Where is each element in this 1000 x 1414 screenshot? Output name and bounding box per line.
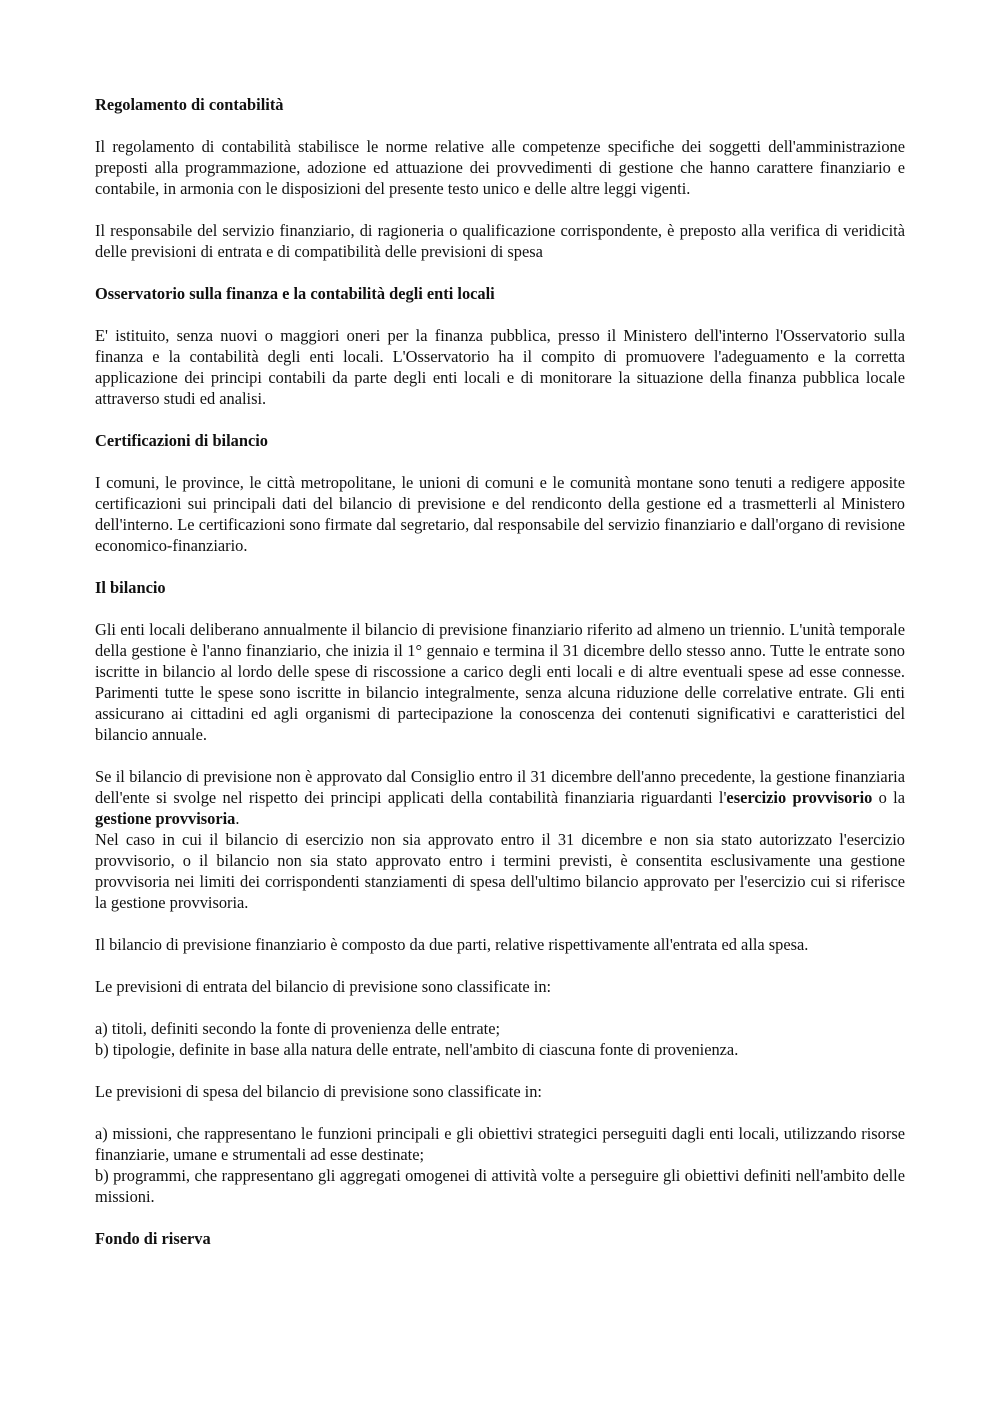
bilancio-paragraph-5: Le previsioni di entrata del bilancio di previsione sono classificate in: [95,977,552,996]
section-title-osservatorio: Osservatorio sulla finanza e la contabilità degli enti locali [95,284,495,303]
list-item: a) missioni, che rappresentano le funzioni principali e gli obiettivi strategici perseguiti dagli enti locali, utilizzando risorse finanziarie, umane e strumentali ad esse destinate; [95,1124,905,1164]
bilancio-paragraph-6: Le previsioni di spesa del bilancio di previsione sono classificate in: [95,1082,542,1101]
bilancio-paragraph-4: Il bilancio di previsione finanziario è composto da due parti, relative rispettivamente all'entrata ed alla spesa. [95,935,809,954]
bilancio-paragraph-3: Nel caso in cui il bilancio di esercizio non sia approvato entro il 31 dicembre e non sia stato autorizzato l'esercizio provvisorio, o il bilancio non sia stato approvato entro i termini previsti, è consentita esclusivamente una gestione provvisoria nei limiti dei corrispondenti stanziamenti di spesa dell'ultimo bilancio approvato per l'esercizio cui si riferisce la gestione provvisoria. [95,830,905,912]
section-title-fondo: Fondo di riserva [95,1229,211,1248]
section-title-certificazioni: Certificazioni di bilancio [95,431,268,450]
entrata-list [95,1018,905,1060]
list-item: a) titoli, definiti secondo la fonte di provenienza delle entrate; [95,1019,501,1038]
bilancio-p2-text-mid: o la [872,788,905,807]
certificazioni-paragraph-1: I comuni, le province, le città metropolitane, le unioni di comuni e le comunità montane sono tenuti a redigere apposite certificazioni sui principali dati del bilancio di previsione e del rendiconto della gestione ed a trasmetterli al Ministero dell'interno. Le certificazioni sono firmate dal segretario, dal responsabile del servizio finanziario e dall'organo di revisione economico-finanziario. [95,473,905,555]
regolamento-paragraph-2: Il responsabile del servizio finanziario, di ragioneria o qualificazione corrispondente, è preposto alla verifica di veridicità delle previsioni di entrata e di compatibilità delle previsioni di spesa [95,221,905,261]
bilancio-paragraph-2 [95,766,905,829]
bilancio-p2-text-start: Se il bilancio di previsione non è approvato dal Consiglio entro il 31 dicembre dell'anno precedente, la gestione finanziaria dell'ente si svolge nel rispetto dei principi applicati della contabilità finanziaria riguardanti l' [95,767,905,807]
list-item: b) tipologie, definite in base alla natura delle entrate, nell'ambito di ciascuna fonte di provenienza. [95,1040,739,1059]
section-title-bilancio: Il bilancio [95,578,166,597]
regolamento-paragraph-1: Il regolamento di contabilità stabilisce le norme relative alle competenze specifiche dei soggetti dell'amministrazione preposti alla programmazione, adozione ed attuazione dei provvedimenti di gestione che hanno carattere finanziario e contabile, in armonia con le disposizioni del presente testo unico e delle altre leggi vigenti. [95,137,905,198]
bold-esercizio-provvisorio: esercizio provvisorio [726,788,873,807]
section-title-regolamento: Regolamento di contabilità [95,95,284,114]
bold-gestione-provvisoria: gestione provvisoria [95,809,236,828]
osservatorio-paragraph-1: E' istituito, senza nuovi o maggiori oneri per la finanza pubblica, presso il Ministero dell'interno l'Osservatorio sulla finanza e la contabilità degli enti locali. L'Osservatorio ha il compito di promuovere l'adeguamento e la corretta applicazione dei principi contabili da parte degli enti locali e di monitorare la situazione della finanza pubblica locale attraverso studi ed analisi. [95,326,905,408]
bilancio-paragraph-1: Gli enti locali deliberano annualmente il bilancio di previsione finanziario riferito ad almeno un triennio. L'unità temporale della gestione è l'anno finanziario, che inizia il 1° gennaio e termina il 31 dicembre dello stesso anno. Tutte le entrate sono iscritte in bilancio al lordo delle spese di riscossione a carico degli enti locali e di altre eventuali spese ad esse connesse. Parimenti tutte le spese sono iscritte in bilancio integralmente, senza alcuna riduzione delle correlative entrate. Gli enti assicurano ai cittadini ed agli organismi di partecipazione la conoscenza dei contenuti significativi e caratteristici del bilancio annuale. [95,620,905,744]
document-page [95,94,905,1270]
bilancio-p2-text-end: . [235,809,240,828]
list-item: b) programmi, che rappresentano gli aggregati omogenei di attività volte a perseguire gli obiettivi definiti nell'ambito delle missioni. [95,1166,905,1206]
spesa-list [95,1123,905,1207]
